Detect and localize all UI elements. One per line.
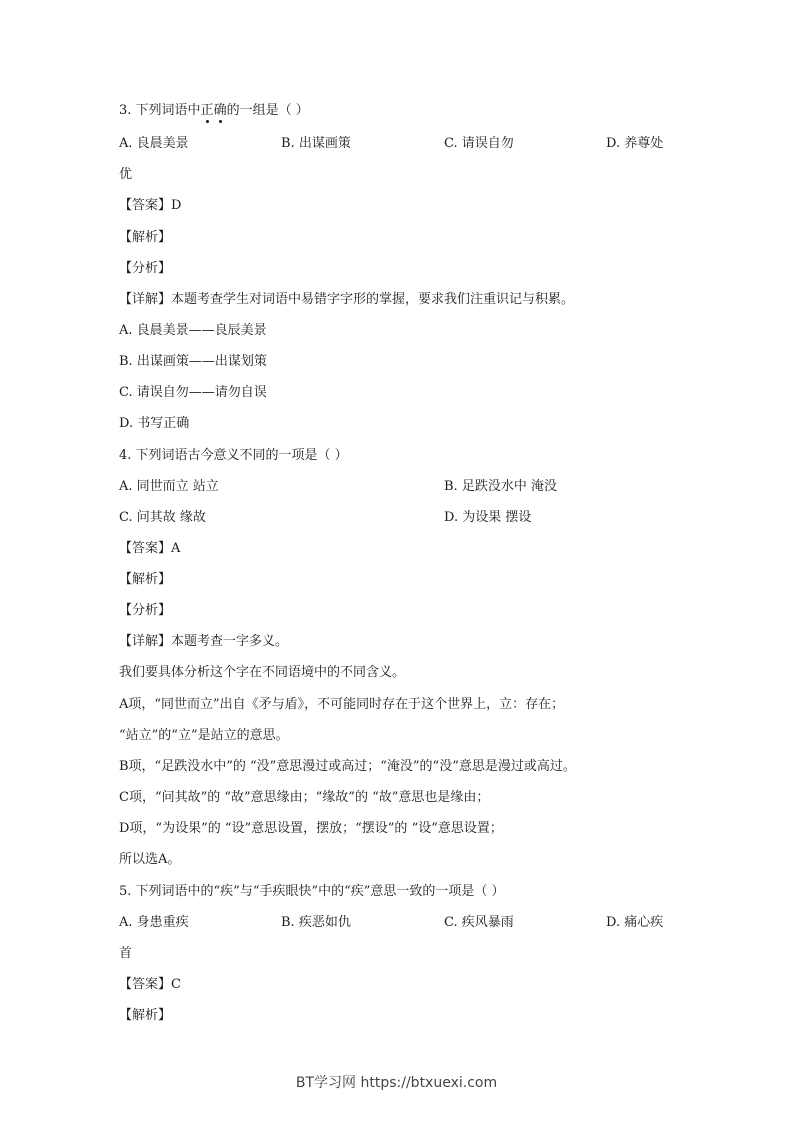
q5-option-b: B. 疾恶如仇 bbox=[281, 915, 351, 930]
q4-jiexi-heading: 【解析】 bbox=[119, 572, 172, 587]
q4-line: B项，“足跌没水中”的 “没”意思漫过或高过；“淹没”的“没”意思是漫过或高过。 bbox=[119, 759, 576, 774]
q3-detail: 【详解】本题考查学生对词语中易错字字形的掌握，要求我们注重识记与积累。 bbox=[119, 292, 575, 307]
q5-option-wrap: 首 bbox=[119, 946, 133, 961]
q4-option-a: A. 同世而立 站立 bbox=[119, 479, 219, 494]
q3-option-c: C. 请误自勿 bbox=[444, 136, 514, 151]
q4-detail: 【详解】本题考查一字多义。 bbox=[119, 634, 289, 649]
q3-answer: 【答案】D bbox=[119, 198, 182, 213]
q4-stem: 4. 下列词语古今意义不同的一项是（ ） bbox=[119, 448, 348, 463]
q3-line: B. 出谋画策——出谋划策 bbox=[119, 354, 267, 369]
q4-line: “站立”的“立”是站立的意思。 bbox=[119, 728, 289, 743]
q3-line: D. 书写正确 bbox=[119, 416, 190, 431]
q3-line: C. 请误自勿——请勿自误 bbox=[119, 385, 267, 400]
q3-option-d: D. 养尊处 bbox=[606, 136, 664, 151]
q3-stem-text: 的一组是（ ） bbox=[226, 103, 309, 118]
q3-stem bbox=[119, 103, 309, 119]
q3-emphasis-char: 正 bbox=[200, 103, 214, 118]
q5-option-a: A. 身患重疾 bbox=[119, 915, 189, 930]
q3-jiexi-heading: 【解析】 bbox=[119, 230, 172, 245]
q5-answer: 【答案】C bbox=[119, 977, 181, 992]
q4-line: D项，“为设果”的 “设”意思设置，摆放；“摆设”的 “设”意思设置； bbox=[119, 821, 503, 836]
footer-watermark: BT学习网 https://btxuexi.com bbox=[295, 1075, 498, 1091]
q3-option-b: B. 出谋画策 bbox=[281, 136, 351, 151]
q3-stem-text: 3. 下列词语中 bbox=[119, 103, 201, 118]
q5-option-c: C. 疾风暴雨 bbox=[444, 915, 514, 930]
q3-line: A. 良晨美景——良辰美景 bbox=[119, 323, 267, 338]
q4-option-b: B. 足跌没水中 淹没 bbox=[444, 479, 557, 494]
q4-option-d: D. 为设果 摆设 bbox=[444, 510, 532, 525]
q4-line: 所以选A。 bbox=[119, 852, 181, 867]
q4-line: 我们要具体分析这个字在不同语境中的不同含义。 bbox=[119, 665, 406, 680]
q3-fenxi-heading: 【分析】 bbox=[119, 261, 172, 276]
q3-emphasis-char: 确 bbox=[213, 103, 227, 118]
q4-fenxi-heading: 【分析】 bbox=[119, 603, 172, 618]
q5-jiexi-heading: 【解析】 bbox=[119, 1008, 172, 1023]
q3-option-a: A. 良晨美景 bbox=[119, 136, 189, 151]
q5-stem: 5. 下列词语中的“疾”与“手疾眼快”中的“疾”意思一致的一项是（ ） bbox=[119, 884, 505, 899]
q3-option-wrap: 优 bbox=[119, 167, 133, 182]
q4-line: C项，“问其故”的 “故”意思缘由；“缘故”的 “故”意思也是缘由； bbox=[119, 790, 490, 805]
q4-line: A项，“同世而立”出自《矛与盾》，不可能同时存在于这个世界上，立：存在； bbox=[119, 697, 565, 712]
q4-option-c: C. 问其故 缘故 bbox=[119, 510, 206, 525]
q5-option-d: D. 痛心疾 bbox=[606, 915, 664, 930]
q4-answer: 【答案】A bbox=[119, 541, 181, 556]
